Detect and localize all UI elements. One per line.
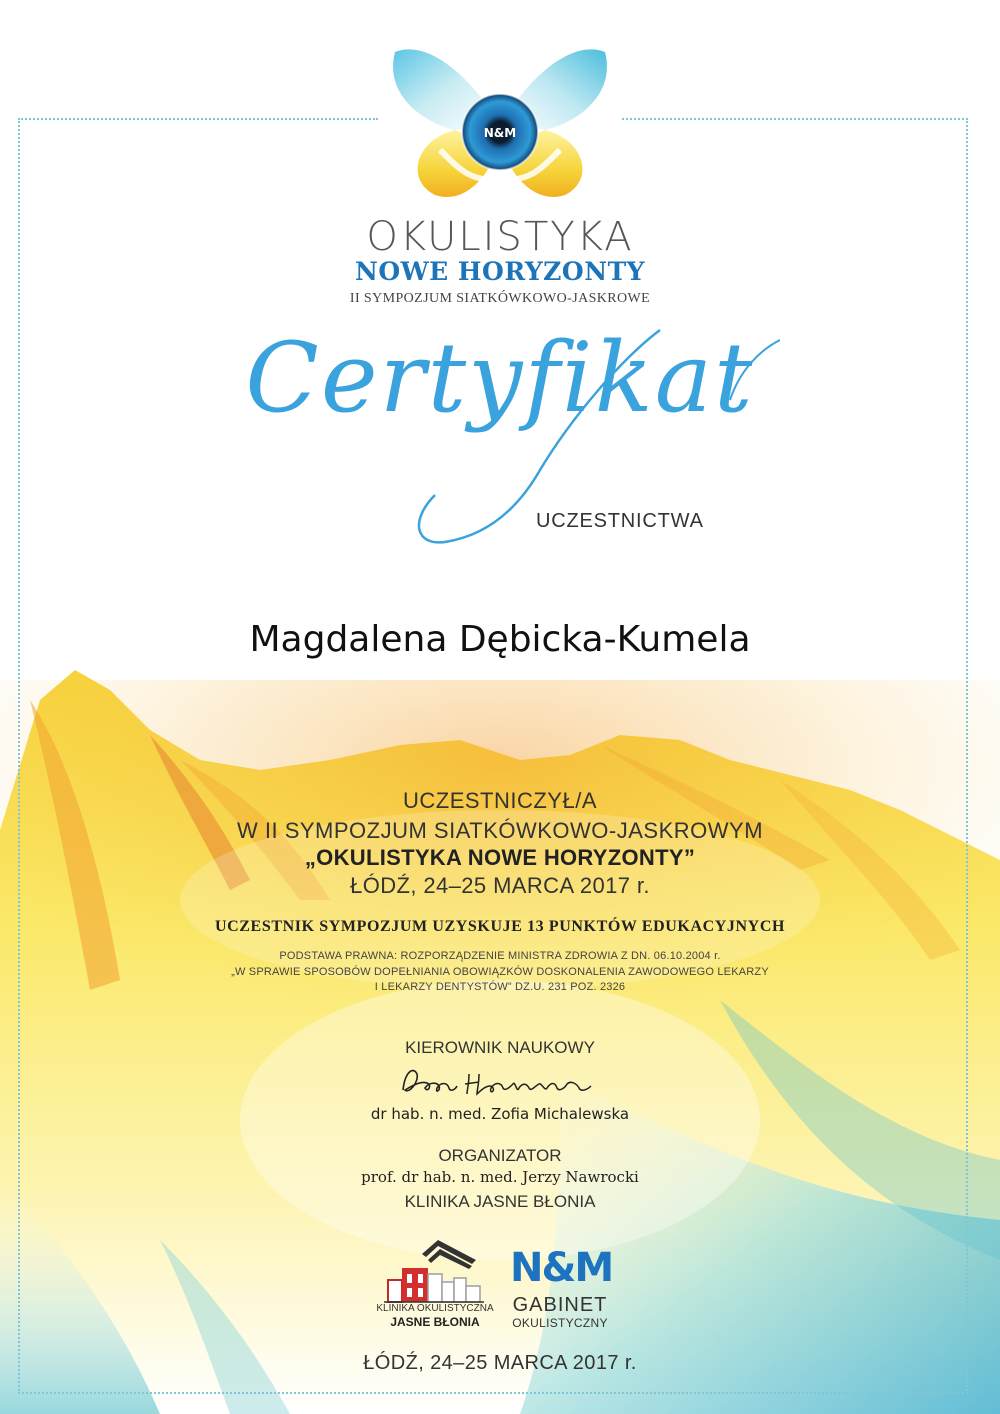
event-date-location: ŁÓDŹ, 24–25 MARCA 2017 r. xyxy=(350,873,650,898)
legal-basis-line-2: „W SPRAWIE SPOSOBÓW DOPEŁNIANIA OBOWIĄZKÓW DOSKONALENIA ZAWODOWEGO LEKARZY xyxy=(231,966,769,978)
symposium-line: W II SYMPOZJUM SIATKÓWKOWO-JASKROWYM xyxy=(236,818,764,843)
butterfly-eye-logo xyxy=(385,30,615,205)
participation-statement: UCZESTNICZYŁ/A xyxy=(402,788,598,813)
frame-border-top-right xyxy=(622,118,968,120)
brand-event-line: II SYMPOZJUM SIATKÓWKOWO-JASKROWE xyxy=(349,291,651,306)
organizer-name: prof. dr hab. n. med. Jerzy Nawrocki xyxy=(361,1168,639,1186)
jasne-blonia-logo-name: JASNE BŁONIA xyxy=(390,1315,480,1329)
brand-subtitle: NOWE HORYZONTY xyxy=(354,257,646,286)
participant-name: Magdalena Dębicka-Kumela xyxy=(249,619,751,660)
brand-title: OKULISTYKA xyxy=(366,214,634,260)
signature-text: Zofia Michalewska xyxy=(395,1060,404,1061)
nm-logo-line1: GABINET xyxy=(512,1294,608,1316)
scientific-director-name: dr hab. n. med. Zofia Michalewska xyxy=(370,1105,630,1123)
nm-logo-line2: OKULISTYCZNY xyxy=(512,1316,608,1330)
scientific-director-role: KIEROWNIK NAUKOWY xyxy=(405,1038,595,1057)
frame-border-top-left xyxy=(18,118,378,120)
footer-date: ŁÓDŹ, 24–25 MARCA 2017 r. xyxy=(363,1352,637,1374)
handwritten-signature xyxy=(395,1060,595,1100)
certificate-subtitle: UCZESTNICTWA xyxy=(536,510,704,532)
education-points-note: UCZESTNIK SYMPOZJUM UZYSKUJE 13 PUNKTÓW EDUKACYJNYCH xyxy=(214,918,786,935)
legal-basis-line-3: I LEKARZY DENTYSTÓW” DZ.U. 231 POZ. 2326 xyxy=(374,981,626,993)
jasne-blonia-logo-caption: KLINIKA OKULISTYCZNA xyxy=(376,1303,494,1314)
nm-logo-monogram: N&M xyxy=(510,1245,613,1291)
frame-border-bottom xyxy=(18,1392,968,1394)
legal-basis-line-1: PODSTAWA PRAWNA: ROZPORZĄDZENIE MINISTRA ZDROWIA Z DN. 06.10.2004 r. xyxy=(279,950,721,962)
organizer-clinic: KLINIKA JASNE BŁONIA xyxy=(404,1192,596,1211)
organizer-role: ORGANIZATOR xyxy=(438,1146,562,1165)
butterfly-monogram: N&M xyxy=(483,126,517,140)
certificate-title: Certyfikat xyxy=(245,322,755,434)
symposium-name: „OKULISTYKA NOWE HORYZONTY” xyxy=(304,845,696,870)
